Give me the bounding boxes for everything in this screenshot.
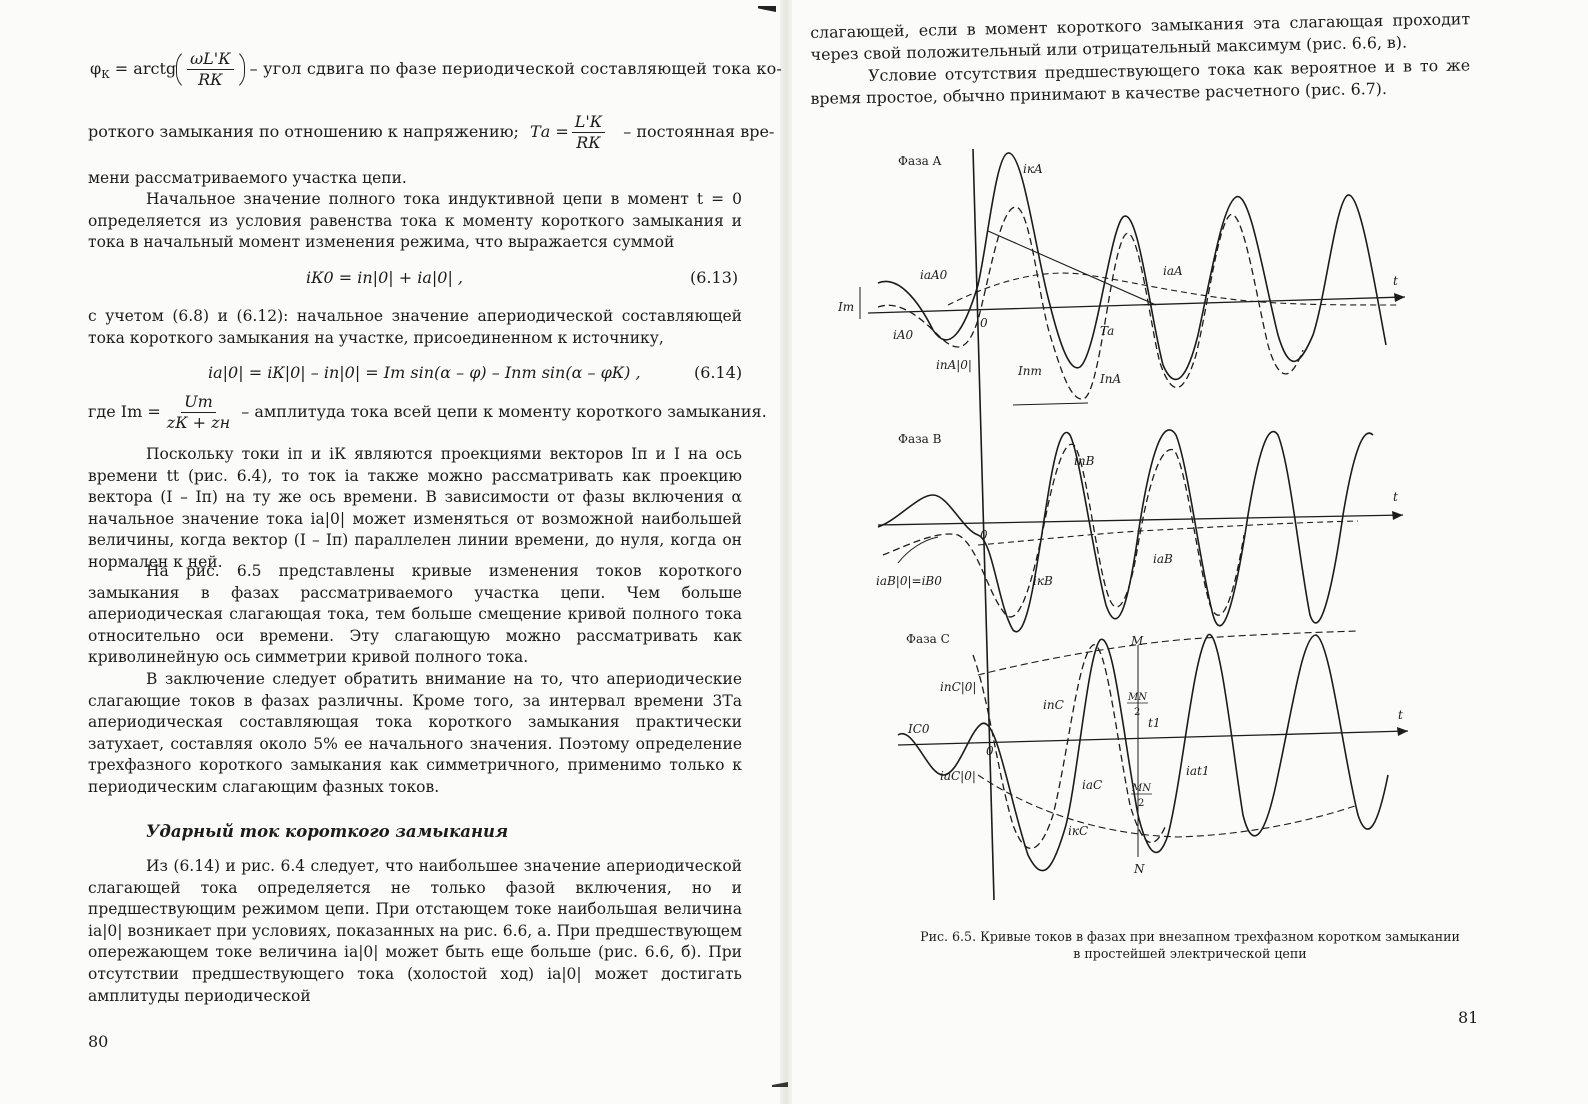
arrow-phase-b xyxy=(1392,511,1403,520)
right-paragraph-1: слагающей, если в момент короткого замыкания эта слагающая проходит через свой положительный или отрицательный максимум (рис. 6.6, в). xyxy=(810,9,1471,64)
label-iat1: iat1 xyxy=(1186,764,1210,778)
label-ic0: IC0 xyxy=(908,722,930,736)
label-phase-a: Фаза A xyxy=(898,154,942,168)
caption-line-1: Рис. 6.5. Кривые токов в фазах при внезапном трехфазном коротком замыкании xyxy=(920,929,1460,944)
label-zero-c: 0 xyxy=(986,744,994,758)
label-t-c: t xyxy=(1398,708,1403,722)
label-n: N xyxy=(1134,862,1145,876)
phi-sub: К xyxy=(101,68,110,82)
label-phase-b: Фаза B xyxy=(898,432,942,446)
label-t-b: t xyxy=(1393,490,1398,504)
paragraph-2: Начальное значение полного тока индуктивной цепи в момент t = 0 определяется из условия равенства тока к моменту короткого замыкания и тока в начальный момент изменения режима, что выражается суммой xyxy=(88,190,742,252)
label-iab0: iaB|0|=iB0 xyxy=(876,574,942,588)
label-ipa: IпA xyxy=(1100,372,1122,386)
curve-iac-lower xyxy=(978,775,1358,837)
label-ipc0: iпC|0| xyxy=(940,680,977,694)
label-ikb: iкB xyxy=(1033,574,1053,588)
label-ipm: Iпm xyxy=(1018,364,1042,378)
arrow-phase-a xyxy=(1394,293,1405,302)
figure-6-5 xyxy=(838,135,1438,915)
section-heading: Ударный ток короткого замыкания xyxy=(146,822,509,841)
label-iab: iaB xyxy=(1153,552,1173,566)
label-two-lower: 2 xyxy=(1138,798,1145,809)
left-page xyxy=(0,0,790,1104)
right-page xyxy=(790,0,1588,1104)
label-two-upper: 2 xyxy=(1134,707,1141,718)
curve-ikb xyxy=(878,430,1373,632)
im-fraction xyxy=(164,392,233,433)
paragraph-4: Поскольку токи iп и iК являются проекциями векторов Iп и I на ось времени tt (рис. 6.4), то ток iа также можно рассматривать как проекцию вектора (I – Iп) на ту же ось времени. В зависимости от фазы включения α начальное значение тока iа|0| может изменяться от возможной наибольшей величины, когда вектор (I – Iп) параллелен линии времени, до нуля, когда он нормален к ней. xyxy=(88,445,742,571)
paragraph-6: В заключение следует обратить внимание на то, что апериодические слагающие токов в фазах различны. Кроме того, за интервал времени 3Tа апериодическая составляющая тока короткого замыкания практически затухает, составляя около 5% ее начального значения. Поэтому определение трехфазного короткого замыкания как симметричного, применимо только к периодическим слагающим фазных токов. xyxy=(88,670,742,796)
curve-ikc xyxy=(898,634,1388,870)
arctg-paren xyxy=(176,48,244,91)
label-ia0: iaA0 xyxy=(920,268,948,282)
label-ta: Ta xyxy=(1100,324,1115,338)
arctg-op: = arctg xyxy=(109,59,177,78)
ta-text-a: роткого замыкания по отношению к напряжению; xyxy=(88,122,519,141)
label-ipc: iпC xyxy=(1043,698,1064,712)
phi-tail: – угол сдвига по фазе периодической составляющей тока ко- xyxy=(249,59,783,78)
equation-6-14-number: (6.14) xyxy=(694,363,743,382)
phi-fraction xyxy=(187,49,233,90)
where-im-line xyxy=(88,392,767,433)
ta-line xyxy=(88,112,774,153)
label-ikc: iкC xyxy=(1068,824,1089,838)
curve-ika xyxy=(878,153,1386,380)
label-iac0: iaC|0| xyxy=(940,769,976,783)
paragraph-3: с учетом (6.8) и (6.12): начальное значение апериодической составляющей тока короткого замыкания на участке, присоединенном к источнику, xyxy=(88,307,742,347)
label-ika: iкA xyxy=(1023,162,1043,176)
figure-caption xyxy=(850,928,1530,962)
phi-symbol: φ xyxy=(90,59,102,78)
label-m: M xyxy=(1131,634,1144,648)
label-t-a: t xyxy=(1393,274,1398,288)
paragraph-1-cont: мени рассматриваемого участка цепи. xyxy=(88,169,407,187)
phi-num: ωL'К xyxy=(187,49,233,70)
label-iaa: iaA xyxy=(1163,264,1183,278)
label-zero-a: 0 xyxy=(980,316,988,330)
ta-symbol: Tа = xyxy=(530,122,569,141)
ta-text-b: – постоянная вре- xyxy=(623,122,775,141)
caption-line-2: в простейшей электрической цепи xyxy=(1073,946,1307,961)
paragraph-7: Из (6.14) и рис. 6.4 следует, что наибольшее значение апериодической слагающей тока определяется не только фазой включения, но и предшествующим режимом цепи. При отстающем токе наибольшая величина iа|0| возникает при условиях, показанных на рис. 6.6, а. При предшествующем опережающем токе величина iа|0| может быть еще больше (рис. 6.6, б). При отсутствии предшествующего тока (холостой ход) iа|0| может достигать амплитуды периодической xyxy=(88,857,742,1005)
curve-ipb xyxy=(883,444,1244,617)
phi-den: RК xyxy=(198,70,223,89)
label-mn-upper: MN xyxy=(1128,692,1147,703)
curve-ipc xyxy=(973,645,1166,849)
label-ipb: iпB xyxy=(1074,454,1095,468)
ta-fraction xyxy=(572,112,605,153)
label-ipa0: iпA|0| xyxy=(936,358,972,372)
curve-iab xyxy=(978,521,1358,545)
phi-k-equation xyxy=(90,48,782,91)
label-t1: t1 xyxy=(1148,716,1161,730)
equation-6-13: iК0 = iп|0| + iа|0| , xyxy=(306,268,464,287)
equation-6-14: iа|0| = iК|0| – iп|0| = Im sin(α – φ) – Iпm sin(α – φК) , xyxy=(208,363,641,382)
label-im: Im xyxy=(838,300,855,314)
label-zero-b: 0 xyxy=(980,528,988,542)
page-number-right: 81 xyxy=(1458,1008,1479,1027)
right-paragraph-2: Условие отсутствия предшествующего тока как вероятное и в то же время простое, обычно принимают в качестве расчетного (рис. 6.7). xyxy=(810,55,1471,108)
where-post: – амплитуда тока всей цепи к моменту короткого замыкания. xyxy=(241,402,767,421)
label-mn-lower: MN xyxy=(1132,783,1151,794)
im-den: zК + zн xyxy=(166,413,231,432)
ta-den: RК xyxy=(576,133,601,152)
im-num: Um xyxy=(181,392,216,413)
where-pre: где Im = xyxy=(88,402,161,421)
ta-num: L'К xyxy=(572,112,605,133)
equation-6-13-number: (6.13) xyxy=(690,268,739,287)
paragraph-5: На рис. 6.5 представлены кривые изменения токов короткого замыкания в фазах рассматриваемого участка цепи. Чем больше апериодическая слагающая тока, тем больше смещение кривой полного тока относительно оси времени. Эту слагающую можно рассматривать как криволинейную ось симметрии кривой полного тока. xyxy=(88,562,742,667)
label-phase-c: Фаза C xyxy=(906,632,950,646)
ta-tangent xyxy=(988,231,1156,305)
label-iac: iaC xyxy=(1082,778,1103,792)
vertical-axis xyxy=(973,149,994,900)
page-number-left: 80 xyxy=(88,1032,109,1051)
label-ia-zero: iA0 xyxy=(893,328,914,342)
ipm-line xyxy=(1013,403,1088,405)
arrow-phase-c xyxy=(1397,727,1408,736)
